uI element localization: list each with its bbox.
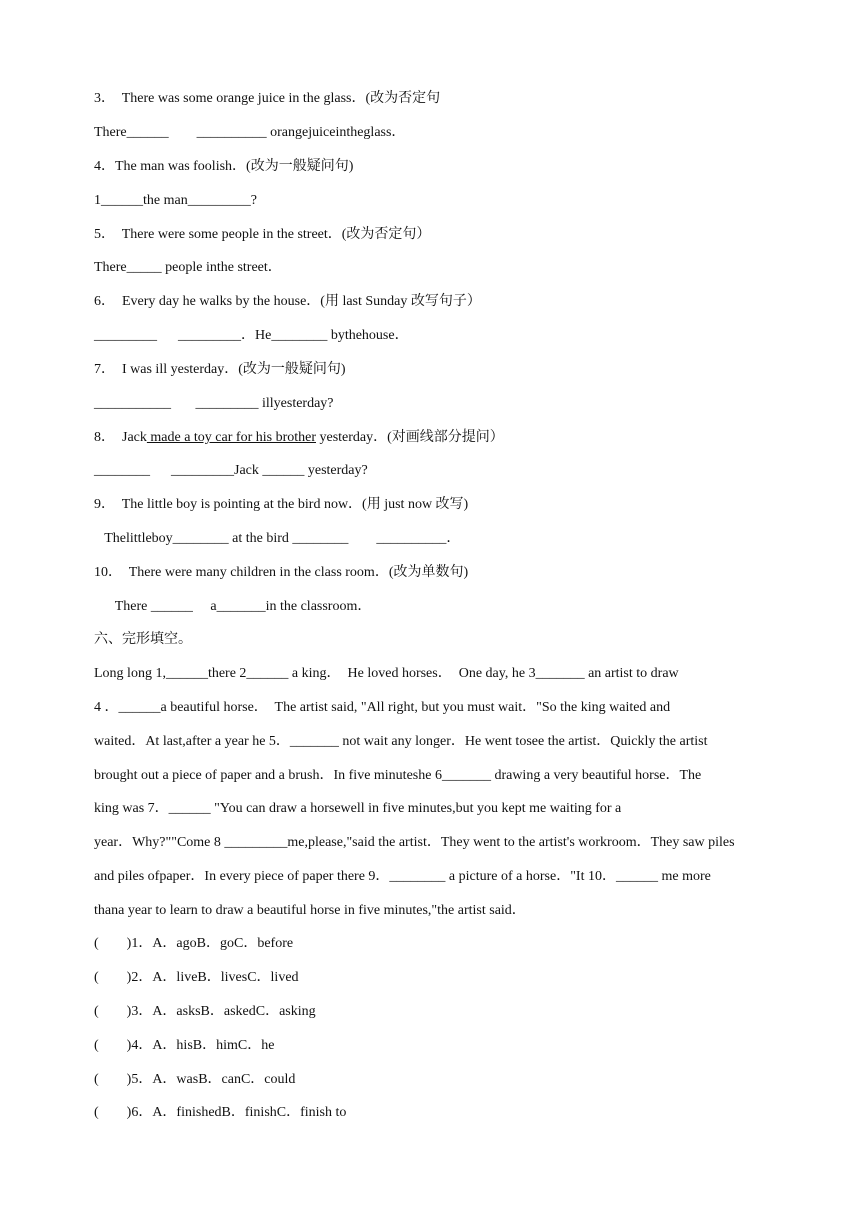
section-heading: 六、完形填空。 bbox=[94, 632, 192, 647]
question-5: 5． There were some people in the street．(改为否定句） bbox=[94, 227, 431, 242]
question-6: 6． Every day he walks by the house．(用 last Sunday 改写句子） bbox=[94, 294, 481, 309]
answer-3: There______ __________ orangejuiceintheglass． bbox=[94, 125, 406, 140]
answer-4: 1______the man_________? bbox=[94, 193, 257, 208]
passage-line: thana year to learn to draw a beautiful horse in five minutes,"the artist said． bbox=[94, 903, 526, 918]
question-7: 7． I was ill yesterday．(改为一般疑问句) bbox=[94, 362, 346, 377]
passage-line: brought out a piece of paper and a brush．In five minuteshe 6_______ drawing a very beautiful horse．The bbox=[94, 768, 702, 783]
question-9: 9． The little boy is pointing at the bird now．(用 just now 改写) bbox=[94, 497, 469, 512]
question-8-prefix: 8． Jack bbox=[94, 430, 147, 445]
passage-line: waited．At last,after a year he 5．_______ not wait any longer．He went tosee the artist．Quickly the artist bbox=[94, 734, 708, 749]
option-row-1: ( )1．A．agoB．goC．before bbox=[94, 936, 294, 951]
answer-10: There ______ a_______in the classroom． bbox=[94, 599, 372, 614]
underlined-phrase: made a toy car for his brother bbox=[146, 430, 316, 445]
passage-line: year．Why?""Come 8 _________me,please,"said the artist．They went to the artist's workroom．They saw piles bbox=[94, 835, 735, 850]
question-8 bbox=[94, 428, 504, 448]
passage-line: king was 7．______ "You can draw a horsewell in five minutes,but you kept me waiting for a bbox=[94, 801, 622, 816]
question-8-suffix: yesterday．(对画线部分提问） bbox=[316, 430, 504, 445]
option-row-2: ( )2．A．liveB．livesC．lived bbox=[94, 970, 299, 985]
question-3: 3． There was some orange juice in the glass．(改为否定句 bbox=[94, 91, 441, 106]
option-row-3: ( )3．A．asksB．askedC．asking bbox=[94, 1004, 316, 1019]
passage-line: Long long 1,______there 2______ a king． He loved horses． One day, he 3_______ an artist to draw bbox=[94, 666, 679, 681]
answer-5: There_____ people inthe street． bbox=[94, 260, 282, 275]
option-row-5: ( )5．A．wasB．canC．could bbox=[94, 1072, 296, 1087]
option-row-6: ( )6．A．finishedB．finishC．finish to bbox=[94, 1105, 347, 1120]
passage-line: 4 ．______a beautiful horse． The artist said, "All right, but you must wait．"So the king waited and bbox=[94, 700, 671, 715]
question-4: 4．The man was foolish．(改为一般疑问句) bbox=[94, 159, 354, 174]
passage-line: and piles ofpaper．In every piece of paper there 9．________ a picture of a horse．"It 10．______ me more bbox=[94, 869, 711, 884]
answer-8: ________ _________Jack ______ yesterday? bbox=[94, 463, 368, 478]
answer-7: ___________ _________ illyesterday? bbox=[94, 396, 334, 411]
question-10: 10． There were many children in the class room．(改为单数句) bbox=[94, 565, 469, 580]
answer-9: Thelittleboy________ at the bird ________ __________． bbox=[94, 531, 461, 546]
option-row-4: ( )4．A．hisB．himC．he bbox=[94, 1038, 275, 1053]
answer-6: _________ _________．He________ bythehouse． bbox=[94, 328, 409, 343]
